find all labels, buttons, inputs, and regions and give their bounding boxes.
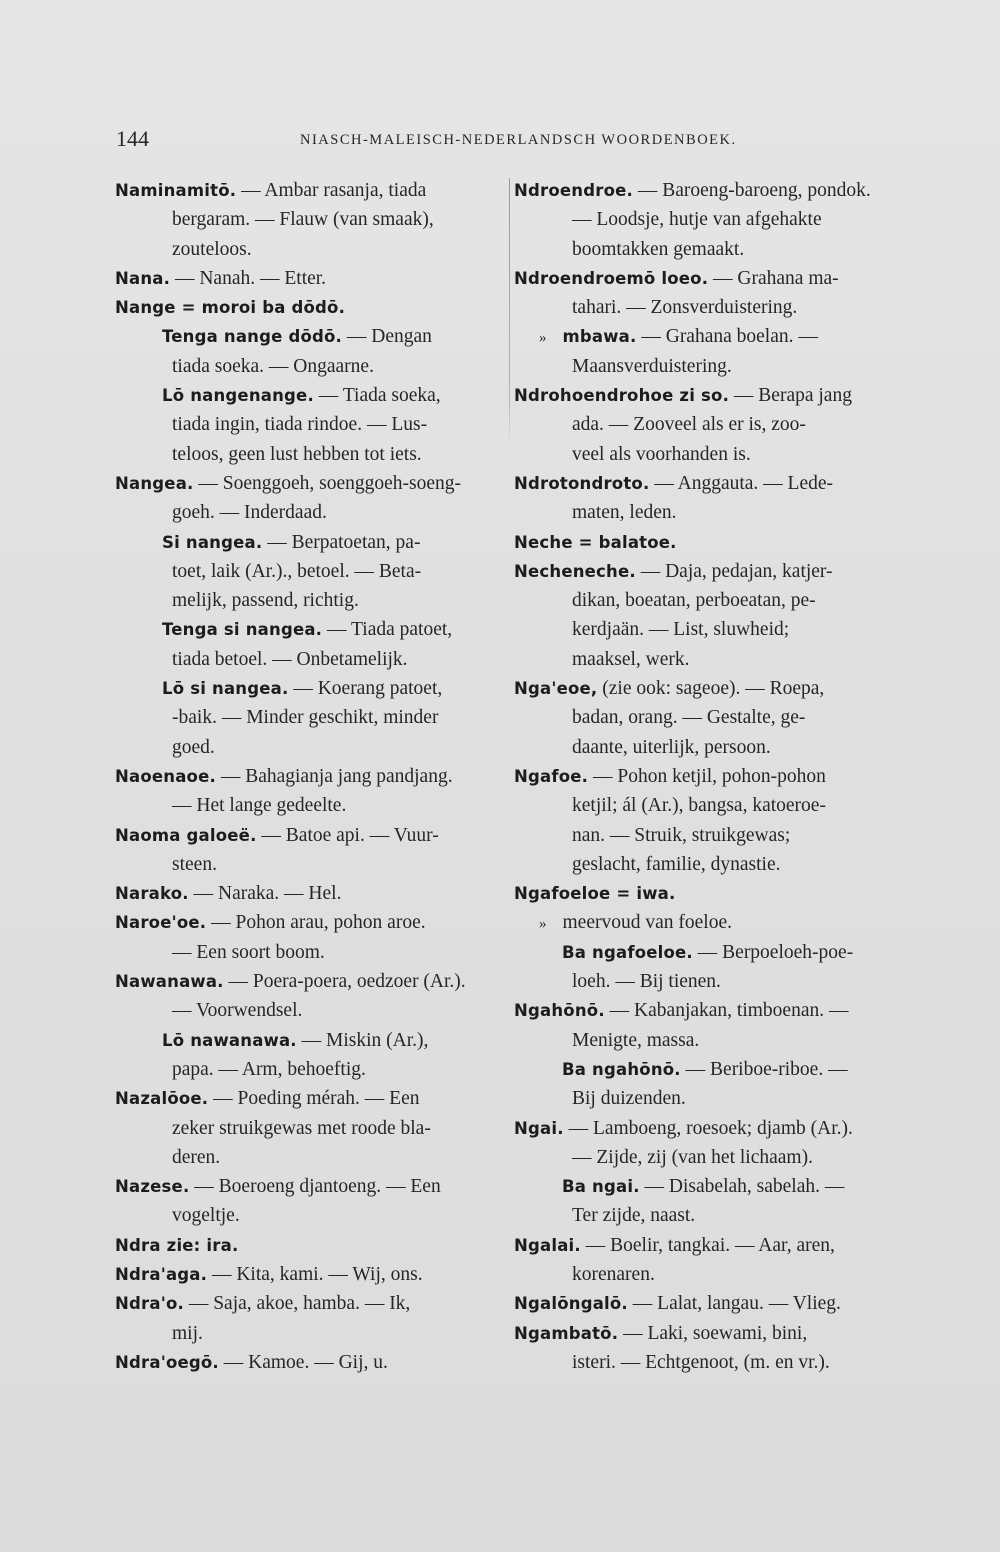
headword: Ngalai. [514, 1235, 581, 1255]
entry-line [115, 1260, 503, 1289]
headword: Si nangea. [162, 532, 263, 552]
definition-text: loeh. — Bij tienen. [572, 971, 721, 993]
headword: Nga'eoe, [514, 679, 598, 699]
entry-line [115, 1348, 503, 1377]
entry-line [514, 967, 910, 996]
definition-text: — Lamboeng, roesoek; djamb (Ar.). [563, 1117, 853, 1139]
definition-text: — Baroeng-baroeng, pondok. [632, 180, 871, 201]
entry-line [514, 528, 910, 557]
entry-line [514, 1319, 910, 1348]
entry-line [514, 791, 910, 820]
entry-line [115, 879, 503, 908]
headword: Nana. [115, 268, 171, 288]
headword: Tenga nange dōdō. [162, 327, 343, 347]
entry-line [115, 703, 503, 732]
definition-text: — Poera-poera, oedzoer (Ar.). [223, 971, 466, 993]
entry-line [115, 410, 503, 439]
definition-text: — Loodsje, hutje van afgehakte [572, 209, 822, 231]
headword: Ngambatō. [514, 1323, 619, 1343]
entry-line [514, 1201, 910, 1230]
entry-line [115, 762, 503, 791]
definition-text: veel als voorhanden is. [572, 443, 751, 465]
entry-line [514, 996, 910, 1025]
definition-text: tiada ingin, tiada rindoe. — Lus- [172, 414, 428, 436]
definition-text: papa. — Arm, behoeftig. [172, 1058, 366, 1080]
definition-text: — Nanah. — Etter. [170, 267, 327, 289]
definition-text: zeker struikgewas met roode bla- [172, 1117, 431, 1139]
entry-line [514, 410, 910, 439]
headword: Lō nawanawa. [162, 1030, 297, 1050]
headword: Nange = moroi ba dōdō. [115, 298, 346, 318]
left-column [115, 176, 503, 1377]
definition-text: — Naraka. — Hel. [188, 883, 342, 905]
definition-text: ada. — Zooveel als er is, zoo- [572, 414, 806, 436]
entry-line [514, 322, 910, 351]
entry-line [115, 235, 503, 264]
entry-line [115, 205, 503, 234]
definition-text: — Berapa jang [729, 385, 852, 407]
entry-line [514, 674, 910, 703]
entry-line [115, 674, 503, 703]
headword: Ngahōnō. [514, 1001, 605, 1021]
definition-text: — Boelir, tangkai. — Aar, aren, [580, 1234, 835, 1256]
headword: mbawa. [562, 327, 637, 347]
definition-text: tiada betoel. — Onbetamelijk. [172, 648, 408, 670]
definition-text: geslacht, familie, dynastie. [572, 853, 781, 875]
definition-text: — Voorwendsel. [172, 1000, 303, 1022]
headword: Ba ngahōnō. [562, 1059, 681, 1079]
definition-text: Bij duizenden. [572, 1088, 686, 1110]
headword: Neche = balatoe. [514, 532, 677, 552]
definition-text: — Een soort boom. [172, 941, 325, 963]
entry-line [115, 352, 503, 381]
running-title: NIASCH-MALEISCH-NEDERLANDSCH WOORDENBOEK. [300, 132, 737, 148]
entry-line [115, 1084, 503, 1113]
entry-line [514, 1260, 910, 1289]
definition-text: — Anggauta. — Lede- [649, 472, 834, 494]
headword: Ndra'aga. [115, 1264, 208, 1284]
definition-text: — Bahagianja jang pandjang. [215, 765, 453, 787]
definition-text: zouteloos. [172, 238, 252, 260]
ditto-mark: » [539, 916, 547, 933]
page-number: 144 [116, 126, 149, 151]
definition-text: tiada soeka. — Ongaarne. [172, 355, 374, 377]
entry-line [115, 1289, 503, 1318]
headword: Nazese. [115, 1177, 190, 1197]
definition-text: -baik. — Minder geschikt, minder [172, 707, 439, 729]
entry-line [514, 1055, 910, 1084]
headword: Ngafoeloe = iwa. [514, 884, 676, 904]
entry-line [115, 1231, 503, 1260]
definition-text: badan, orang. — Gestalte, ge- [572, 707, 806, 729]
entry-line [514, 264, 910, 293]
definition-text: vogeltje. [172, 1205, 240, 1227]
headword: Naoma galoeë. [115, 825, 257, 845]
definition-text: isteri. — Echtgenoot, (m. en vr.). [572, 1351, 830, 1373]
page-header [0, 126, 1000, 156]
entry-line [514, 1172, 910, 1201]
definition-text: — Saja, akoe, hamba. — Ik, [183, 1293, 411, 1315]
headword: Ndroendroe. [514, 181, 633, 200]
headword: Naoenaoe. [115, 766, 216, 786]
entry-line [514, 615, 910, 644]
entry-line [514, 879, 910, 908]
entry-line [514, 381, 910, 410]
definition-text: — Dengan [342, 326, 432, 348]
entry-line [115, 996, 503, 1025]
headword: Ba ngai. [562, 1177, 640, 1197]
entry-line [514, 1114, 910, 1143]
definition-text: Menigte, massa. [572, 1029, 700, 1051]
entry-line [514, 440, 910, 469]
definition-text: maaksel, werk. [572, 648, 690, 670]
entry-line [514, 733, 910, 762]
definition-text: — Daja, pedajan, katjer- [635, 560, 833, 582]
entry-line [115, 264, 503, 293]
entry-line [514, 1143, 910, 1172]
definition-text: — Laki, soewami, bini, [618, 1322, 808, 1344]
definition-text: steen. [172, 853, 217, 875]
entry-line [115, 440, 503, 469]
definition-text: nan. — Struik, struikgewas; [572, 824, 791, 846]
entry-line [514, 1289, 910, 1318]
entry-line [514, 205, 910, 234]
entry-line [115, 322, 503, 351]
definition-text: — Miskin (Ar.), [296, 1029, 429, 1051]
entry-line [514, 850, 910, 879]
entry-line [115, 1026, 503, 1055]
headword: Lō si nangea. [162, 679, 289, 699]
headword: Nangea. [115, 473, 194, 493]
definition-text: — Het lange gedeelte. [172, 795, 347, 817]
entry-line [514, 908, 910, 937]
definition-text: dikan, boeatan, perboeatan, pe- [572, 590, 816, 612]
headword: Ndra'oegō. [115, 1352, 219, 1372]
definition-text: — Disabelah, sabelah. — [639, 1176, 845, 1198]
headword: Ndroendroemō loeo. [514, 268, 709, 288]
headword: Naroe'oe. [115, 913, 207, 933]
headword: Ndrohoendrohoe zi so. [514, 386, 730, 406]
headword: Ndra zie: ira. [115, 1235, 239, 1255]
headword: Tenga si nangea. [162, 620, 323, 640]
definition-text: Ter zijde, naast. [572, 1205, 696, 1227]
entry-line [514, 1231, 910, 1260]
entry-line [115, 586, 503, 615]
entry-line [514, 762, 910, 791]
right-column [514, 176, 910, 1377]
headword: Nazalōoe. [115, 1089, 209, 1109]
entry-line [514, 938, 910, 967]
entry-line [115, 645, 503, 674]
definition-text: — Lalat, langau. — Vlieg. [627, 1293, 841, 1315]
definition-text: — Pohon arau, pohon aroe. [206, 912, 426, 934]
definition-text: — Pohon ketjil, pohon-pohon [588, 765, 826, 787]
definition-text: — Beriboe-riboe. — [680, 1058, 848, 1080]
definition-text: meervoud van foeloe. [562, 912, 732, 934]
entry-line [115, 528, 503, 557]
entry-line [115, 1201, 503, 1230]
entry-line [115, 733, 503, 762]
headword: Ngalōngalō. [514, 1294, 628, 1314]
entry-line [514, 703, 910, 732]
headword: Nawanawa. [115, 972, 224, 992]
entry-line [514, 586, 910, 615]
entry-line [514, 1348, 910, 1377]
definition-text: — Kita, kami. — Wij, ons. [207, 1263, 423, 1285]
entry-line [514, 557, 910, 586]
headword: Narako. [115, 884, 189, 904]
entry-line [514, 293, 910, 322]
entry-line [115, 293, 503, 322]
headword: Lō nangenange. [162, 386, 314, 406]
headword: Ba ngafoeloe. [562, 942, 693, 962]
entry-line [115, 967, 503, 996]
entry-line [115, 469, 503, 498]
headword: Necheneche. [514, 561, 636, 581]
definition-text: korenaren. [572, 1263, 655, 1285]
entry-line [115, 381, 503, 410]
definition-text: — Poeding mérah. — Een [208, 1088, 420, 1110]
definition-text: Maansverduistering. [572, 355, 732, 377]
headword: Ngai. [514, 1118, 564, 1138]
entry-line [115, 1319, 503, 1348]
ditto-mark: » [539, 330, 547, 347]
entry-line [514, 645, 910, 674]
headword: Ndra'o. [115, 1294, 184, 1314]
headword: Ngafoe. [514, 766, 589, 786]
headword: Naminamitō. [115, 181, 237, 200]
definition-text: — Grahana boelan. — [636, 326, 818, 348]
entry-line [115, 1143, 503, 1172]
definition-text: mij. [172, 1322, 203, 1344]
entry-line [514, 176, 910, 205]
entry-line [514, 821, 910, 850]
entry-line [514, 1084, 910, 1113]
entry-line [115, 1172, 503, 1201]
definition-text: — Koerang patoet, [288, 678, 443, 700]
entry-line [115, 557, 503, 586]
definition-text: melijk, passend, richtig. [172, 590, 359, 612]
definition-text: deren. [172, 1146, 221, 1168]
definition-text: (zie ook: sageoe). — Roepa, [597, 678, 825, 700]
definition-text: goed. [172, 736, 215, 758]
definition-text: — Batoe api. — Vuur- [256, 824, 439, 846]
definition-text: — Tiada patoet, [322, 619, 453, 641]
definition-text: toet, laik (Ar.)., betoel. — Beta- [172, 560, 422, 582]
definition-text: — Ambar rasanja, tiada [236, 180, 427, 201]
definition-text: goeh. — Inderdaad. [172, 502, 327, 524]
definition-text: — Boeroeng djantoeng. — Een [189, 1176, 441, 1198]
definition-text: daante, uiterlijk, persoon. [572, 736, 771, 758]
definition-text: — Tiada soeka, [313, 385, 441, 407]
definition-text: — Kabanjakan, timboenan. — [604, 1000, 849, 1022]
definition-text: maten, leden. [572, 502, 677, 524]
definition-text: boomtakken gemaakt. [572, 238, 745, 260]
definition-text: bergaram. — Flauw (van smaak), [172, 209, 434, 231]
entry-line [514, 1026, 910, 1055]
entry-line [514, 235, 910, 264]
entry-line [115, 1055, 503, 1084]
definition-text: — Soenggoeh, soenggoeh-soeng- [193, 472, 462, 494]
definition-text: — Berpoeloeh-poe- [692, 941, 854, 963]
entry-line [514, 469, 910, 498]
entry-line [514, 498, 910, 527]
definition-text: tahari. — Zonsverduistering. [572, 297, 798, 319]
definition-text: teloos, geen lust hebben tot iets. [172, 443, 422, 465]
entry-line [115, 1114, 503, 1143]
definition-text: — Grahana ma- [708, 267, 839, 289]
headword: Ndrotondroto. [514, 473, 650, 493]
entry-line [115, 821, 503, 850]
entry-line [514, 352, 910, 381]
entry-line [115, 850, 503, 879]
definition-text: — Kamoe. — Gij, u. [218, 1351, 388, 1373]
entry-line [115, 615, 503, 644]
definition-text: kerdjaän. — List, sluwheid; [572, 619, 790, 641]
entry-line [115, 791, 503, 820]
definition-text: — Berpatoetan, pa- [262, 531, 421, 553]
definition-text: ketjil; ál (Ar.), bangsa, katoeroe- [572, 795, 826, 817]
entry-line [115, 498, 503, 527]
definition-text: — Zijde, zij (van het lichaam). [572, 1146, 813, 1168]
entry-line [115, 938, 503, 967]
entry-line [115, 908, 503, 937]
column-divider [509, 178, 510, 1400]
entry-line [115, 176, 503, 205]
